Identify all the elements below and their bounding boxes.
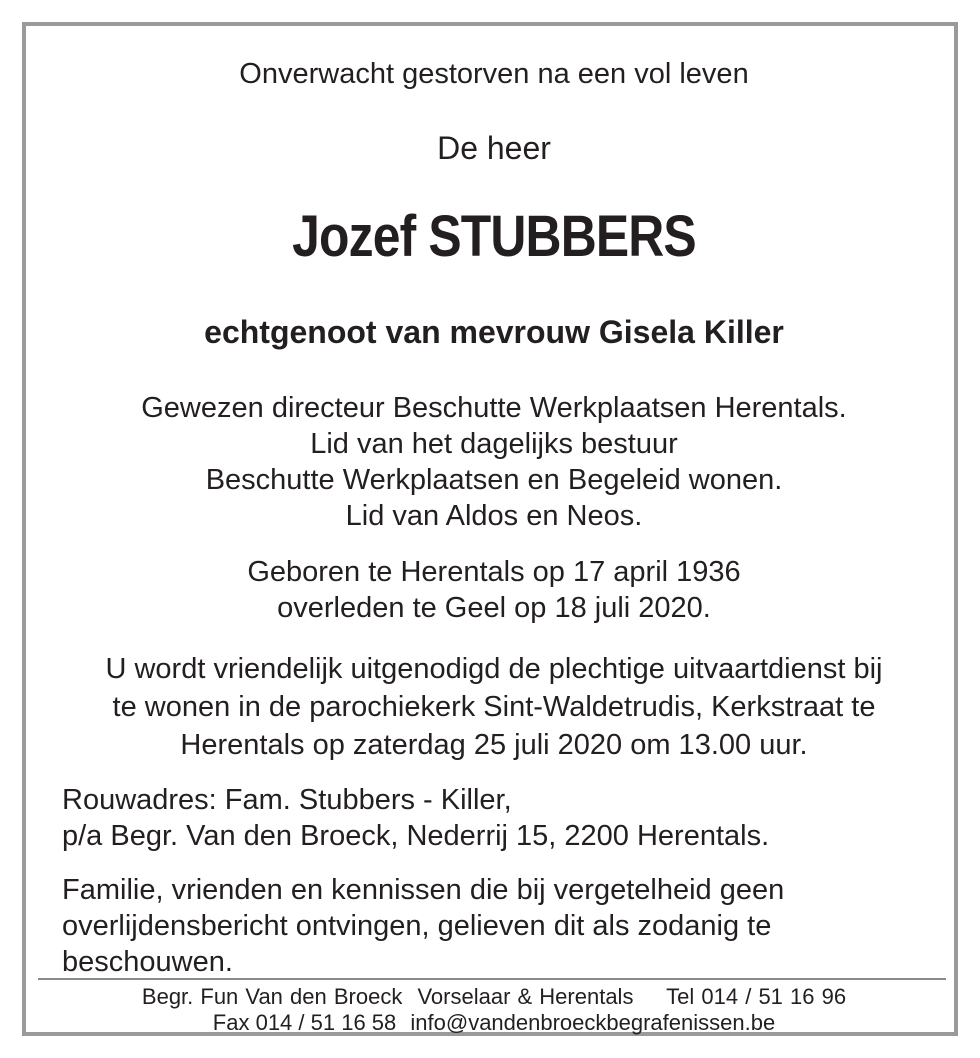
funeral-home-email[interactable]: info@vandenbroeckbegrafenissen.be <box>410 1010 776 1035</box>
notice-line: beschouwen. <box>62 946 233 978</box>
function-line: Beschutte Werkplaatsen en Begeleid wonen. <box>205 464 783 496</box>
notice-line: Familie, vrienden en kennissen die bij vergetelheid geen <box>62 874 785 906</box>
funeral-home-fax: Fax 014 / 51 16 58 <box>212 1010 397 1035</box>
honorific: De heer <box>437 130 551 166</box>
invitation-line: U wordt vriendelijk uitgenodigd de plechtige uitvaartdienst bij <box>105 653 883 685</box>
footer-line-2 <box>26 1010 962 1036</box>
notice-block <box>62 872 784 980</box>
birth-death-block <box>26 554 962 626</box>
spouse-line: echtgenoot van mevrouw Gisela Killer <box>204 314 784 350</box>
notice-line: overlijdensbericht ontvingen, gelieven dit als zodanig te <box>62 910 772 942</box>
funeral-home-locations: Vorselaar & Herentals <box>417 984 634 1009</box>
function-line: Gewezen directeur Beschutte Werkplaatsen Herentals. <box>141 392 847 424</box>
obituary-card <box>22 22 958 1036</box>
invitation-line: Herentals op zaterdag 25 juli 2020 om 13.00 uur. <box>180 729 808 761</box>
function-line: Lid van Aldos en Neos. <box>345 500 643 532</box>
birth-line: Geboren te Herentals op 17 april 1936 <box>247 556 741 588</box>
footer-line-1 <box>26 984 962 1010</box>
death-line: overleden te Geel op 18 juli 2020. <box>277 592 711 624</box>
footer-divider <box>38 978 946 980</box>
functions-block <box>26 390 962 534</box>
function-line: Lid van het dagelijks bestuur <box>310 428 678 460</box>
address-line: Rouwadres: Fam. Stubbers - Killer, <box>62 784 512 816</box>
invitation-block <box>26 650 962 764</box>
deceased-name: Jozef STUBBERS <box>292 204 696 269</box>
funeral-home-name: Begr. Fun Van den Broeck <box>141 984 403 1009</box>
mourning-address <box>62 782 769 854</box>
funeral-home-phone: Tel 014 / 51 16 96 <box>666 984 847 1009</box>
invitation-line: te wonen in de parochiekerk Sint-Waldetrudis, Kerkstraat te <box>112 691 876 723</box>
intro-text: Onverwacht gestorven na een vol leven <box>239 58 749 90</box>
address-line: p/a Begr. Van den Broeck, Nederrij 15, 2200 Herentals. <box>62 820 770 852</box>
